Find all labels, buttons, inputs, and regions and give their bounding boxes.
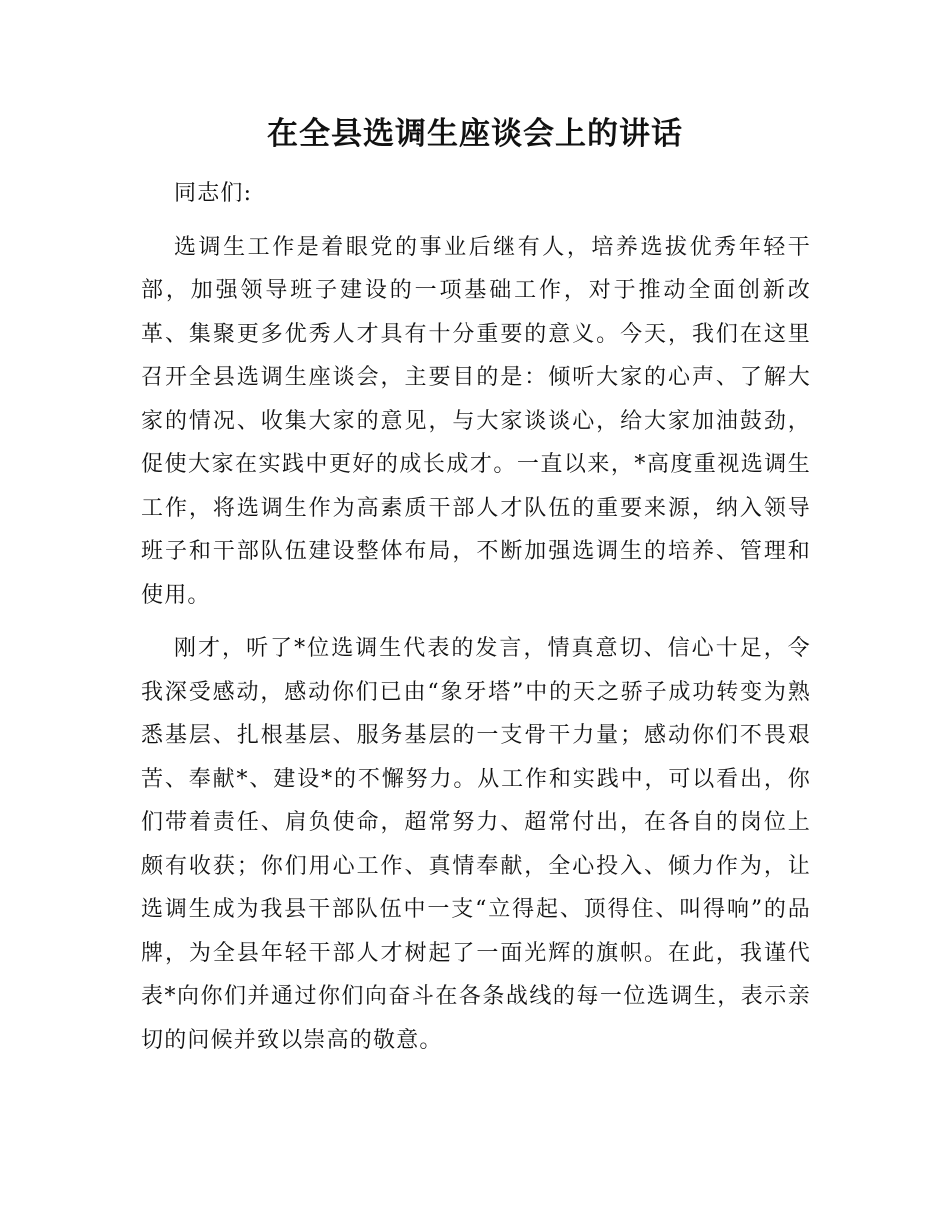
salutation: 同志们:: [174, 181, 253, 206]
document-title: 在全县选调生座谈会上的讲话: [267, 116, 683, 152]
document-body: [141, 172, 811, 1072]
paragraph-1: 选调生工作是着眼党的事业后继有人，培养选拔优秀年轻干部，加强领导班子建设的一项基础工作，对于推动全面创新改革、集聚更多优秀人才具有十分重要的意义。今天，我们在这里召开全县选调生座谈会，主要目的是：倾听大家的心声、了解大家的情况、收集大家的意见，与大家谈谈心，给大家加油鼓劲，促使大家在实践中更好的成长成才。一直以来，*高度重视选调生工作，将选调生作为高素质干部人才队伍的重要来源，纳入领导班子和干部队伍建设整体布局，不断加强选调生的培养、管理和使用。: [141, 234, 811, 608]
paragraph-2: 刚才，听了*位选调生代表的发言，情真意切、信心十足，令我深受感动，感动你们已由“象牙塔”中的天之骄子成功转变为熟悉基层、扎根基层、服务基层的一支骨干力量；感动你们不畏艰苦、奉献*、建设*的不懈努力。从工作和实践中，可以看出，你们带着责任、肩负使命，超常努力、超常付出，在各自的岗位上颇有收获；你们用心工作、真情奉献，全心投入、倾力作为，让选调生成为我县干部队伍中一支“立得起、顶得住、叫得响”的品牌，为全县年轻干部人才树起了一面光辉的旗帜。在此，我谨代表*向你们并通过你们向奋斗在各条战线的每一位选调生，表示亲切的问候并致以崇高的敬意。: [141, 636, 811, 1053]
